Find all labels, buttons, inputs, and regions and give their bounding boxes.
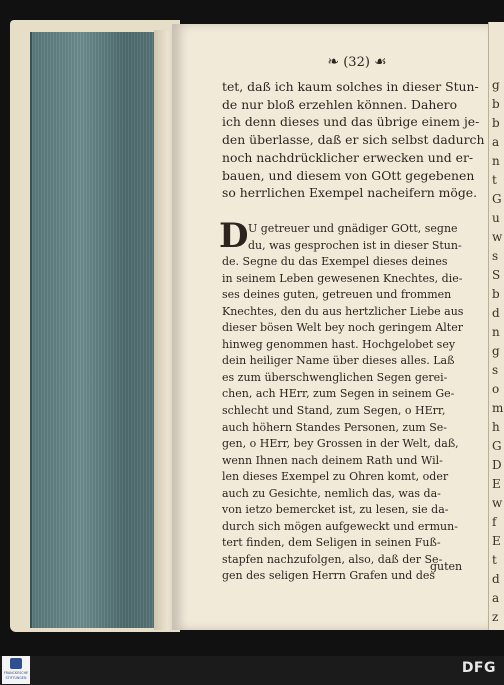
next-page-fragment: w (492, 230, 503, 244)
paragraph2-line: gen, o HErr, bey Grossen in der Welt, daß, (222, 437, 459, 451)
paragraph1-line: de nur bloß erzehlen können. Dahero (222, 96, 458, 112)
next-page-fragment: G (492, 192, 502, 206)
paragraph2-line: durch sich mögen aufgeweckt und ermun- (222, 519, 458, 533)
next-page-fragment: a (492, 135, 500, 149)
next-page-fragment: b (492, 116, 500, 130)
next-page-fragment: b (492, 287, 500, 301)
paragraph2-line: ses deines guten, getreuen und frommen (222, 288, 452, 302)
paragraph2-line: du, was gesprochen ist in dieser Stun- (248, 238, 462, 252)
paragraph2-line: in seinem Leben gewesenen Knechtes, die- (222, 271, 463, 285)
page-header (305, 54, 409, 74)
page-number: (32) (343, 55, 370, 70)
next-page-fragment: E (492, 534, 501, 548)
drop-initial: D (219, 216, 249, 256)
logo-text-1: FRANCKESCHE (3, 671, 29, 675)
next-page-fragment: o (492, 382, 500, 396)
catchword: guten (430, 560, 463, 573)
next-page-fragment: g (492, 344, 500, 358)
next-page-fragment: t (492, 173, 497, 187)
paragraph2-line: es zum überschwenglichen Segen gerei- (222, 370, 448, 384)
paragraph2-line: von ietzo bemercket ist, zu lesen, sie da- (222, 503, 449, 517)
paragraph1-line: noch nachdrücklicher erwecken und er- (222, 149, 474, 165)
paragraph2-line: gen des seligen Herrn Grafen und des (222, 569, 436, 583)
next-page-fragment: t (492, 553, 497, 567)
paragraph2-line: schlecht und Stand, zum Segen, o HErr, (222, 404, 446, 418)
next-page-fragment: g (492, 78, 500, 92)
next-page-fragment: z (492, 610, 499, 624)
paragraph2-line: auch höhern Standes Personen, zum Se- (222, 420, 448, 434)
institution-logo (2, 656, 30, 684)
paragraph-2-prayer (222, 221, 484, 585)
paragraph2-line: stapfen nachzufolgen, also, daß der Se- (222, 552, 443, 566)
page-edges (30, 32, 156, 628)
next-page-fragment: h (492, 420, 500, 434)
paragraph1-line: so herrlichen Exempel nacheifern möge. (222, 185, 478, 201)
next-page-fragment: b (492, 97, 500, 111)
paragraph2-line: U getreuer und gnädiger GOtt, segne (248, 222, 458, 235)
next-page-fragment: w (492, 496, 503, 510)
ornament-left-icon: ❧ (327, 54, 340, 70)
ornament-right-icon: ☙ (374, 54, 387, 70)
next-page-fragment: a (492, 591, 500, 605)
paragraph2-line: wenn Ihnen nach deinem Rath und Wil- (222, 453, 443, 467)
next-page-fragment: S (492, 268, 501, 282)
logo-text-2: STIFTUNGEN (5, 676, 27, 680)
paragraph2-line: dieser bösen Welt bey noch geringem Alter (222, 321, 463, 335)
next-page-fragment: s (492, 249, 499, 263)
next-page-fragment: G (492, 439, 502, 453)
paragraph2-line: chen, ach HErr, zum Segen in seinem Ge- (222, 387, 455, 401)
next-page-fragment: u (492, 211, 500, 225)
next-page-edge (488, 22, 504, 630)
paragraph2-line: dein heiliger Name über dieses alles. Laß (222, 354, 455, 368)
paragraph2-line: de. Segne du das Exempel dieses deines (222, 255, 448, 269)
next-page-fragment: d (492, 572, 500, 586)
dfg-logo: DFG (461, 660, 496, 676)
next-page-fragment: D (492, 458, 502, 472)
next-page-fragment: m (492, 401, 504, 415)
paragraph2-line: Knechtes, den du aus hertzlicher Liebe aus (222, 304, 464, 318)
next-page-fragment: E (492, 477, 501, 491)
next-page-fragment: n (492, 325, 500, 339)
paragraph-1 (222, 78, 484, 202)
paragraph1-line: bauen, und diesem von GOtt gegebenen (222, 167, 475, 183)
logo-mark-icon (10, 658, 22, 669)
next-page-fragment: n (492, 154, 500, 168)
next-page-fragment: d (492, 306, 500, 320)
next-page-fragment: s (492, 363, 499, 377)
viewer-footer (0, 656, 504, 685)
paragraph1-line: ich denn dieses und das übrige einem je- (222, 114, 480, 130)
paragraph1-line: tet, daß ich kaum solches in dieser Stun- (222, 79, 479, 94)
paragraph2-line: tert finden, dem Seligen in seinen Fuß- (222, 536, 441, 550)
paragraph2-line: len dieses Exempel zu Ohren komt, oder (222, 470, 449, 484)
paragraph2-line: auch zu Gesichte, nemlich das, was da- (222, 486, 441, 500)
next-page-fragment: f (492, 515, 497, 529)
paragraph1-line: den überlasse, daß er sich selbst dadurch (222, 132, 485, 148)
paragraph2-line: hinweg genommen hast. Hochgelobet sey (222, 337, 456, 351)
